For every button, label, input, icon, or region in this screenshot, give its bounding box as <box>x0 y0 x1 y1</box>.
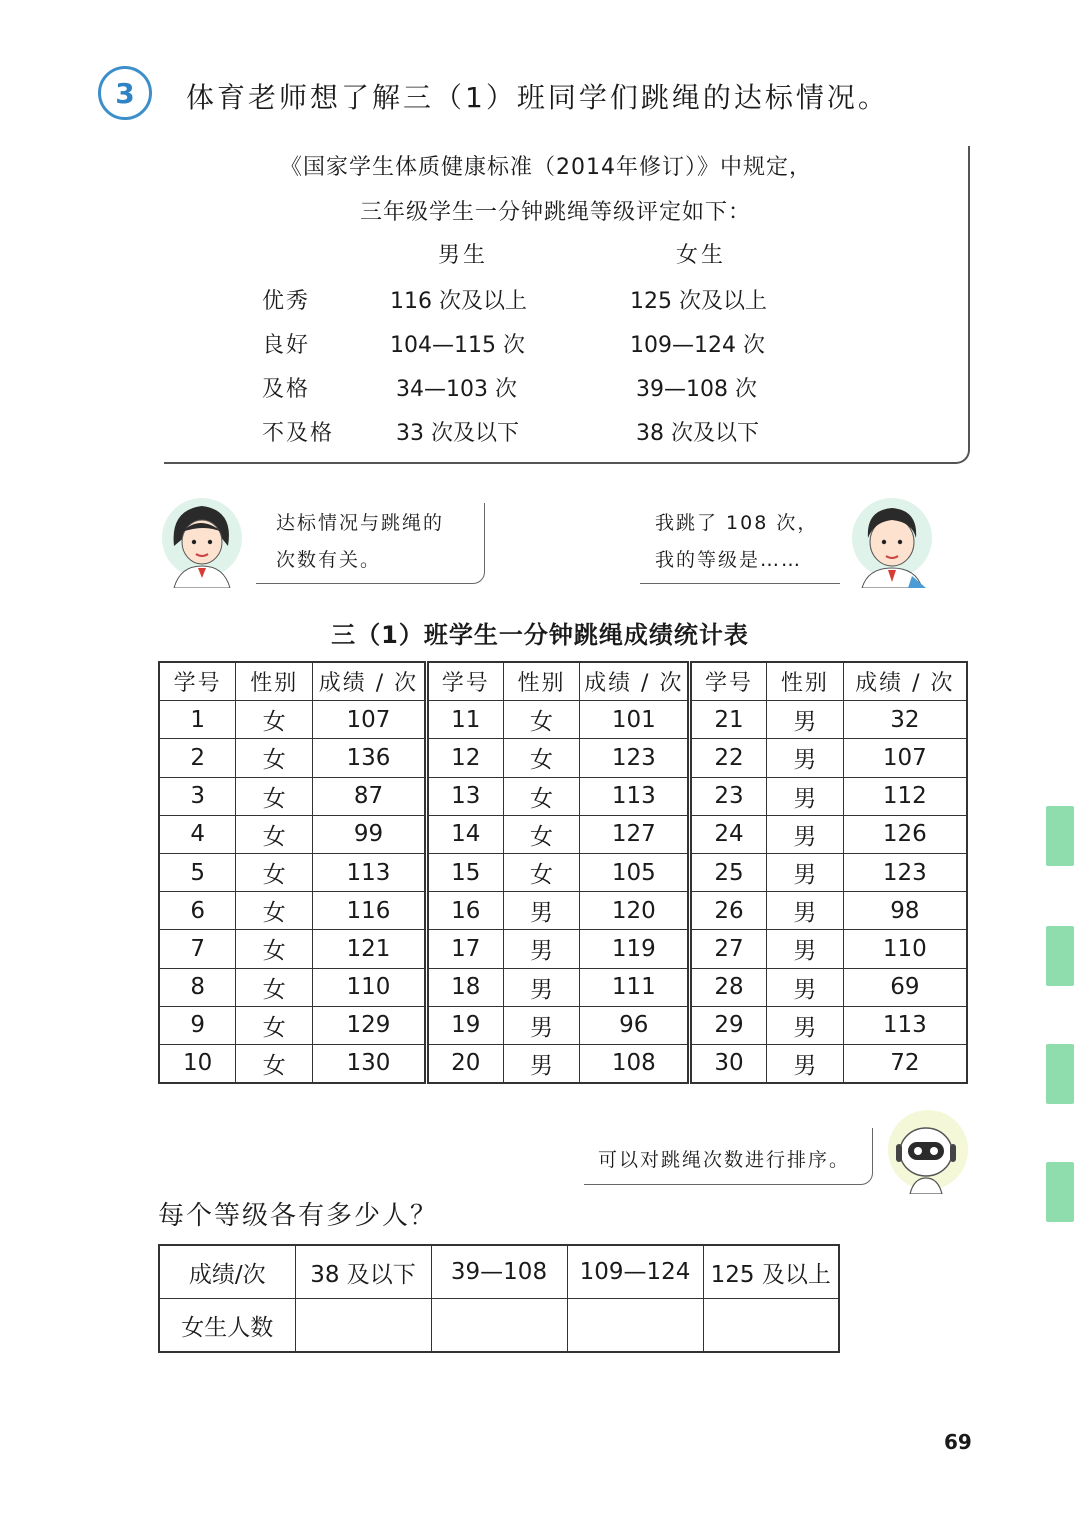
table-cell: 男 <box>503 892 580 930</box>
table-row <box>159 1006 967 1044</box>
male-range: 33 次及以下 <box>396 421 519 446</box>
score-table-title: 三（1）班学生一分钟跳绳成绩统计表 <box>331 621 749 649</box>
answer-cell[interactable] <box>295 1299 431 1353</box>
table-cell: 女 <box>503 815 580 853</box>
table-cell: 男 <box>503 968 580 1006</box>
table-cell: 18 <box>426 968 503 1006</box>
table-cell: 125 及以上 <box>703 1245 839 1299</box>
standards-intro-line1: 《国家学生体质健康标准（2014年修订）》中规定， <box>280 155 812 180</box>
table-cell: 5 <box>159 853 236 891</box>
table-cell: 136 <box>313 739 427 777</box>
table-cell: 110 <box>313 968 427 1006</box>
header-cell: 学号 <box>690 662 767 701</box>
table-cell: 男 <box>503 930 580 968</box>
header-cell: 性别 <box>766 662 843 701</box>
table-cell: 3 <box>159 777 236 815</box>
table-cell: 129 <box>313 1006 427 1044</box>
table-cell: 27 <box>690 930 767 968</box>
girl-illustration <box>160 496 244 588</box>
robot-illustration <box>884 1110 972 1194</box>
side-tab-marker <box>1046 926 1074 986</box>
table-cell: 女 <box>236 930 313 968</box>
header-cell: 性别 <box>503 662 580 701</box>
table-cell: 男 <box>766 701 843 739</box>
grade-label: 优秀 <box>262 289 311 314</box>
table-header-row <box>159 662 967 701</box>
grade-label: 不及格 <box>262 421 335 446</box>
table-cell: 123 <box>843 853 967 891</box>
header-cell: 学号 <box>159 662 236 701</box>
table-cell: 11 <box>426 701 503 739</box>
table-row <box>159 968 967 1006</box>
table-cell: 10 <box>159 1044 236 1083</box>
answer-cell[interactable] <box>567 1299 703 1353</box>
table-cell: 110 <box>843 930 967 968</box>
table-cell: 男 <box>766 1006 843 1044</box>
table-cell: 120 <box>580 892 690 930</box>
female-header: 女生 <box>676 243 727 268</box>
table-row <box>159 701 967 739</box>
table-cell: 130 <box>313 1044 427 1083</box>
answer-cell[interactable] <box>703 1299 839 1353</box>
table-cell: 女 <box>503 777 580 815</box>
table-cell: 7 <box>159 930 236 968</box>
table-cell: 22 <box>690 739 767 777</box>
table-cell: 男 <box>766 739 843 777</box>
table-cell: 21 <box>690 701 767 739</box>
header-cell: 性别 <box>236 662 313 701</box>
side-tab-marker <box>1046 1044 1074 1104</box>
boy-illustration <box>846 496 936 588</box>
table-cell: 24 <box>690 815 767 853</box>
table-cell: 女 <box>236 853 313 891</box>
table-cell: 成绩/次 <box>159 1245 295 1299</box>
table-cell: 99 <box>313 815 427 853</box>
table-cell: 16 <box>426 892 503 930</box>
table-cell: 19 <box>426 1006 503 1044</box>
table-cell: 1 <box>159 701 236 739</box>
header-cell: 成绩 / 次 <box>843 662 967 701</box>
table-cell: 72 <box>843 1044 967 1083</box>
table-cell: 111 <box>580 968 690 1006</box>
table-cell: 男 <box>766 777 843 815</box>
problem-number-badge: 3 <box>98 66 152 120</box>
table-cell: 男 <box>766 968 843 1006</box>
table-cell: 2 <box>159 739 236 777</box>
table-cell: 男 <box>766 930 843 968</box>
table-cell: 25 <box>690 853 767 891</box>
table-cell: 男 <box>503 1044 580 1083</box>
boy-speech-line1: 我跳了 108 次， <box>655 512 819 534</box>
female-range: 109—124 次 <box>630 333 765 358</box>
table-cell: 女生人数 <box>159 1299 295 1353</box>
table-row <box>159 930 967 968</box>
female-range: 39—108 次 <box>636 377 757 402</box>
table-cell: 107 <box>313 701 427 739</box>
table-cell: 男 <box>503 1006 580 1044</box>
side-tab-marker <box>1046 1162 1074 1222</box>
girl-speech-line2: 次数有关。 <box>276 549 382 571</box>
table-cell: 112 <box>843 777 967 815</box>
table-row <box>159 739 967 777</box>
table-row <box>159 853 967 891</box>
table-cell: 23 <box>690 777 767 815</box>
table-cell: 29 <box>690 1006 767 1044</box>
score-table <box>158 661 968 1084</box>
male-header: 男生 <box>438 243 489 268</box>
male-range: 34—103 次 <box>396 377 517 402</box>
grade-label: 良好 <box>262 333 311 358</box>
male-range: 116 次及以上 <box>390 289 527 314</box>
table-row <box>159 1044 967 1083</box>
problem-title: 体育老师想了解三（1）班同学们跳绳的达标情况。 <box>186 81 889 114</box>
table-cell: 108 <box>580 1044 690 1083</box>
grade-label: 及格 <box>262 377 311 402</box>
table-cell: 39—108 <box>431 1245 567 1299</box>
table-cell: 123 <box>580 739 690 777</box>
page-number: 69 <box>944 1430 972 1454</box>
table-cell: 6 <box>159 892 236 930</box>
table-cell: 30 <box>690 1044 767 1083</box>
table-cell: 28 <box>690 968 767 1006</box>
table-cell: 17 <box>426 930 503 968</box>
table-cell: 男 <box>766 815 843 853</box>
header-cell: 学号 <box>426 662 503 701</box>
female-range: 125 次及以上 <box>630 289 767 314</box>
table-cell: 女 <box>236 1006 313 1044</box>
table-cell: 女 <box>503 739 580 777</box>
table-cell: 男 <box>766 892 843 930</box>
table-cell: 女 <box>236 777 313 815</box>
table-cell: 14 <box>426 815 503 853</box>
table-cell: 109—124 <box>567 1245 703 1299</box>
table-cell: 69 <box>843 968 967 1006</box>
table-row <box>159 777 967 815</box>
table-cell: 女 <box>236 701 313 739</box>
table-cell: 女 <box>236 815 313 853</box>
girl-speech-line1: 达标情况与跳绳的 <box>276 512 445 534</box>
table-cell: 15 <box>426 853 503 891</box>
header-cell: 成绩 / 次 <box>313 662 427 701</box>
table-cell: 113 <box>580 777 690 815</box>
table-cell: 女 <box>236 968 313 1006</box>
table-cell: 9 <box>159 1006 236 1044</box>
table-cell: 13 <box>426 777 503 815</box>
female-range: 38 次及以下 <box>636 421 759 446</box>
table-cell: 26 <box>690 892 767 930</box>
table-cell: 107 <box>843 739 967 777</box>
table-cell: 101 <box>580 701 690 739</box>
table-cell: 87 <box>313 777 427 815</box>
header-cell: 成绩 / 次 <box>580 662 690 701</box>
table-row <box>159 815 967 853</box>
table-cell: 119 <box>580 930 690 968</box>
table-cell: 32 <box>843 701 967 739</box>
table-cell: 126 <box>843 815 967 853</box>
grade-count-table <box>158 1244 840 1353</box>
table-cell: 121 <box>313 930 427 968</box>
table-cell: 8 <box>159 968 236 1006</box>
table-cell: 女 <box>236 892 313 930</box>
table-row <box>159 1245 839 1299</box>
table-cell: 女 <box>503 853 580 891</box>
table-cell: 38 及以下 <box>295 1245 431 1299</box>
table-cell: 105 <box>580 853 690 891</box>
table-cell: 女 <box>503 701 580 739</box>
table-cell: 男 <box>766 1044 843 1083</box>
table-cell: 4 <box>159 815 236 853</box>
table-cell: 113 <box>843 1006 967 1044</box>
table-cell: 127 <box>580 815 690 853</box>
table-cell: 98 <box>843 892 967 930</box>
table-cell: 20 <box>426 1044 503 1083</box>
table-row <box>159 892 967 930</box>
table-cell: 116 <box>313 892 427 930</box>
table-cell: 女 <box>236 739 313 777</box>
answer-cell[interactable] <box>431 1299 567 1353</box>
table-cell: 男 <box>766 853 843 891</box>
table-cell: 113 <box>313 853 427 891</box>
table-cell: 女 <box>236 1044 313 1083</box>
male-range: 104—115 次 <box>390 333 525 358</box>
side-tab-marker <box>1046 806 1074 866</box>
table-cell: 96 <box>580 1006 690 1044</box>
table-cell: 12 <box>426 739 503 777</box>
standards-intro-line2: 三年级学生一分钟跳绳等级评定如下： <box>360 200 752 225</box>
table-row <box>159 1299 839 1353</box>
question-text: 每个等级各有多少人？ <box>158 1201 439 1231</box>
robot-speech-text: 可以对跳绳次数进行排序。 <box>598 1149 851 1171</box>
boy-speech-line2: 我的等级是…… <box>655 549 803 571</box>
